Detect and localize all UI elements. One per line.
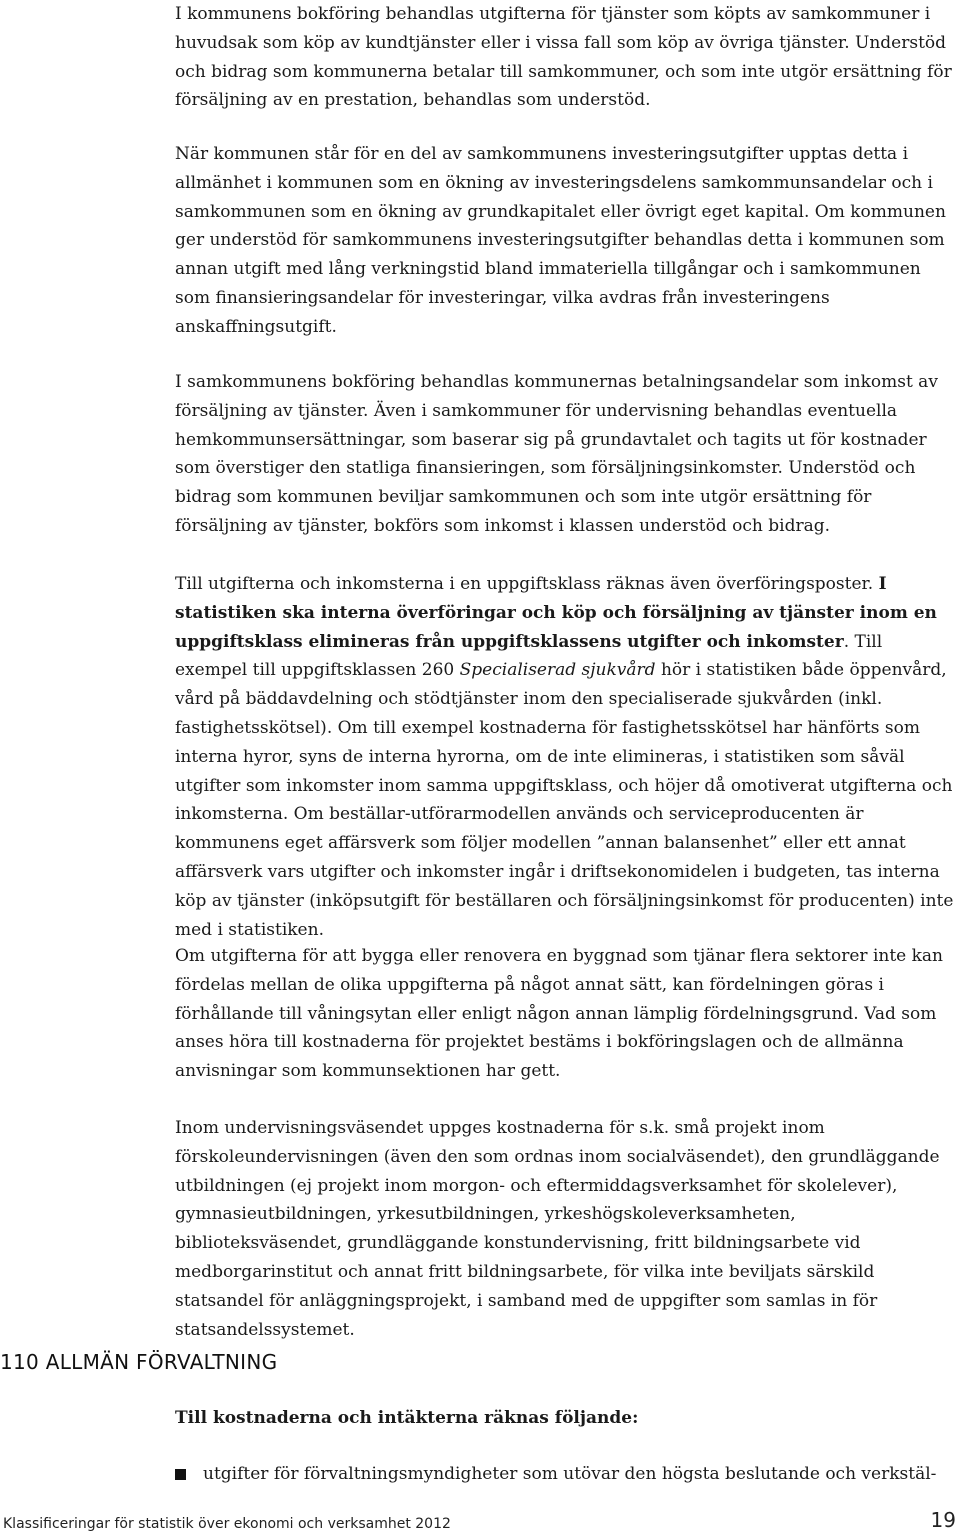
square-bullet-icon [175, 1469, 186, 1480]
paragraph-undervisningsvasendet: Inom undervisningsväsendet uppges kostnaderna för s.k. små projekt inom förskoleundervisningen (även den som ordnas inom socialväsendet), den grundläggande utbildningen (ej projekt inom morgon- och eftermiddagsverksamhet för skolelever), gymnasieutbildningen, yrkesutbildningen, yrkeshögskoleverksamheten, biblioteksväsendet, grundläggande konstundervisning, fritt bildningsarbete vid medborgarinstitut och annat fritt bildningsarbete, för vilka inte beviljats särskild statsandel för anläggningsprojekt, i samband med de uppgifter som samlas in för statsandelssystemet. [175, 1118, 940, 1340]
paragraph-overforingsposter [175, 570, 955, 944]
list-item [175, 1460, 955, 1488]
paragraph-betalningsandelar: I samkommunens bokföring behandlas kommunernas betalningsandelar som inkomst av försäljning av tjänster. Även i samkommuner för undervisning behandlas eventuella hemkommunsersättningar, som baserar sig på grundavtalet och tagits ut för kostnader som överstiger den statliga finansieringen, som försäljningsinkomster. Understöd och bidrag som kommunen beviljar samkommunen och som inte utgör ersättning för försäljning av tjänster, bokförs som inkomst i klassen understöd och bidrag. [175, 372, 938, 536]
paragraph-byggnad: Om utgifterna för att bygga eller renovera en byggnad som tjänar flera sektorer inte kan fördelas mellan de olika uppgifterna på något annat sätt, kan fördelningen göras i förhållande till våningsytan eller enligt någon annan lämplig fördelningsgrund. Vad som anses höra till kostnaderna för projektet bestäms i bokföringslagen och de allmänna anvisningar som kommunsektionen har gett. [175, 946, 944, 1082]
paragraph-investeringsutgifter: När kommunen står för en del av samkommunens investeringsutgifter upptas detta i allmänhet i kommunen som en ökning av investeringsdelens samkommunsandelar och i samkommunen som en ökning av grundkapitalet eller övrigt eget kapital. Om kommunen ger understöd för samkommunens investeringsutgifter behandlas detta i kommunen som annan utgift med lång verkningstid bland immateriella tillgångar och i samkommunen som finansieringsandelar för investeringar, vilka avdras från investeringens anskaffningsutgift. [175, 144, 946, 337]
italic-text-run: Specialiserad sjukvård [459, 660, 656, 681]
page-number: 19 [930, 1508, 956, 1532]
bold-text-run: I statistiken ska interna överföringar och köp och försäljning av tjänster inom en uppgiftsklass elimineras från uppgiftsklassens utgifter och inkomster [175, 574, 937, 652]
section-heading: 110 ALLMÄN FÖRVALTNING [0, 1350, 278, 1374]
list-item-text: utgifter för förvaltningsmyndigheter som utövar den högsta beslutande och verkstäl- [203, 1464, 937, 1484]
footer-title: Klassificeringar för statistik över ekonomi och verksamhet 2012 [3, 1516, 451, 1532]
text-run: . Till exempel till uppgiftsklassen 260 [175, 631, 883, 681]
paragraph-samkommun-tjanster: I kommunens bokföring behandlas utgifterna för tjänster som köpts av samkommuner i huvudsak som köp av kundtjänster eller i vissa fall som köp av övriga tjänster. Understöd och bidrag som kommunerna betalar till samkommuner, och som inte utgör ersättning för försäljning av en prestation, behandlas som understöd. [175, 4, 952, 111]
section-subheading: Till kostnaderna och intäkterna räknas följande: [175, 1408, 639, 1428]
text-run: Till utgifterna och inkomsterna i en uppgiftsklass räknas även överföringsposter. [175, 574, 874, 594]
text-run: hör i statistiken både öppenvård, vård på bäddavdelning och stödtjänster inom den specialiserade sjukvården (inkl. fastighetsskötsel). Om till exempel kostnaderna för fastighetsskötsel har hänförts som interna hyror, syns de interna hyrorna, om de inte elimineras, i statistiken som såväl utgifter som inkomster inom samma uppgiftsklass, och höjer då omotiverat utgifterna och inkomsterna. Om beställar-utförarmodellen används och serviceproducenten är kommunens eget affärsverk som följer modellen ”annan balansenhet” eller ett annat affärsverk vars utgifter och inkomster ingår i driftsekonomidelen i budgeten, tas interna köp av tjänster (inköpsutgift för beställaren och försäljningsinkomst för producenten) inte med i statistiken. [175, 660, 954, 940]
